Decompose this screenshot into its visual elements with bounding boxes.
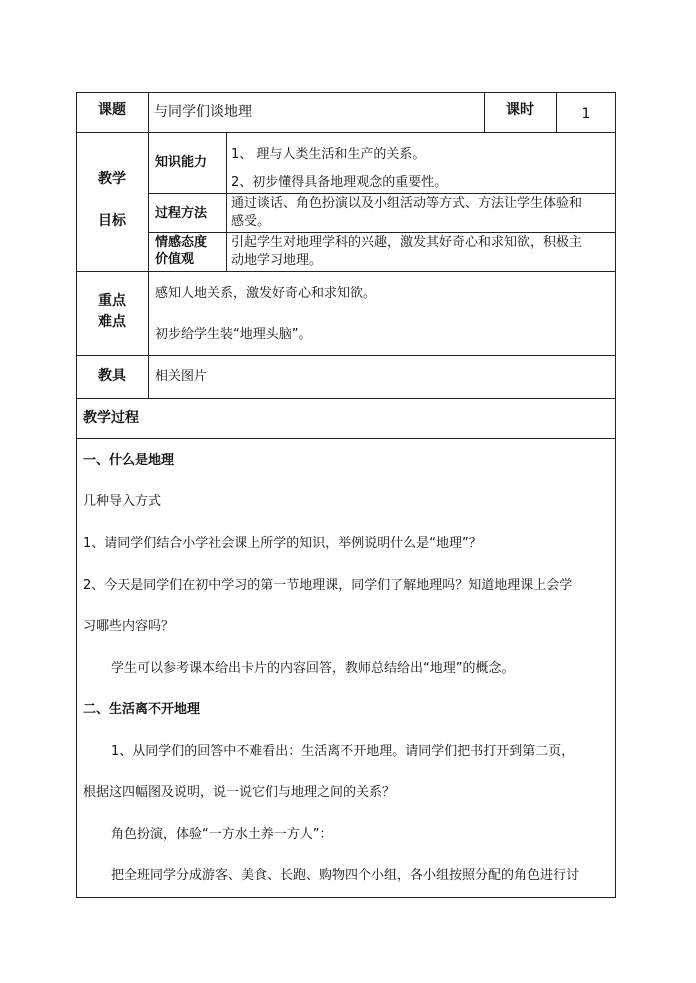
keypoints-label-line1: 重点 bbox=[98, 293, 126, 309]
row-divider-method bbox=[148, 232, 616, 233]
section1-line3: 2、今天是同学们在初中学习的第一节地理课，同学们了解地理吗？知道地理课上会学 bbox=[83, 578, 573, 593]
title-value: 与同学们谈地理 bbox=[154, 104, 252, 120]
objective-knowledge-line2: 2、初步懂得具备地理观念的重要性。 bbox=[231, 175, 448, 190]
title-label: 课题 bbox=[98, 102, 126, 118]
keypoints-label-line2: 难点 bbox=[98, 314, 126, 330]
table-border-top bbox=[76, 92, 616, 93]
section1-line4: 习哪些内容吗？ bbox=[83, 619, 175, 634]
objectives-label-line1: 教学 bbox=[98, 171, 126, 187]
objective-method-line2: 感受。 bbox=[231, 214, 271, 229]
keypoint-line1: 感知人地关系，激发好奇心和求知欲。 bbox=[155, 286, 377, 301]
objective-category-method: 过程方法 bbox=[155, 206, 208, 221]
row-divider-objectives bbox=[76, 271, 616, 272]
section2-line3: 角色扮演，体验“一方水土养一方人”： bbox=[111, 827, 333, 842]
section2-line1: 1、从同学们的回答中不难看出：生活离不开地理。请同学们把书打开到第二页， bbox=[111, 744, 575, 759]
row-divider-header bbox=[76, 132, 616, 133]
row-divider-keypoints bbox=[76, 355, 616, 356]
process-heading: 教学过程 bbox=[83, 410, 139, 426]
period-label: 课时 bbox=[506, 102, 534, 118]
period-value: 1 bbox=[581, 106, 591, 122]
objective-method-line1: 通过谈话、角色扮演以及小组活动等方式、方法让学生体验和 bbox=[231, 196, 583, 211]
objective-attitude-line1: 引起学生对地理学科的兴趣，激发其好奇心和求知欲，积极主 bbox=[231, 235, 583, 250]
column-divider-label bbox=[148, 92, 149, 399]
section1-line2: 1、请同学们结合小学社会课上所学的知识，举例说明什么是“地理”？ bbox=[83, 536, 482, 551]
objectives-label-line2: 目标 bbox=[98, 213, 126, 229]
objective-category-knowledge: 知识能力 bbox=[155, 155, 208, 170]
objective-attitude-line2: 动地学习地理。 bbox=[231, 253, 323, 268]
section2-line2: 根据这四幅图及说明，说一说它们与地理之间的关系？ bbox=[83, 785, 396, 800]
table-border-right bbox=[615, 92, 616, 898]
section1-line1: 几种导入方式 bbox=[83, 494, 162, 509]
aids-value: 相关图片 bbox=[155, 369, 208, 384]
row-divider-knowledge bbox=[148, 193, 616, 194]
row-divider-process-heading bbox=[76, 438, 616, 439]
section1-title: 一、什么是地理 bbox=[83, 453, 175, 468]
objective-category-attitude-line1: 情感态度 bbox=[155, 235, 208, 250]
table-border-bottom bbox=[76, 897, 616, 898]
section2-line4: 把全班同学分成游客、美食、长跑、购物四个小组，各小组按照分配的角色进行讨 bbox=[111, 868, 580, 883]
column-divider-subcategory bbox=[226, 132, 227, 272]
keypoint-line2: 初步给学生装“地理头脑”。 bbox=[155, 327, 312, 342]
objective-category-attitude-line2: 价值观 bbox=[155, 252, 195, 267]
objective-knowledge-line1: 1、 理与人类生活和生产的关系。 bbox=[231, 147, 426, 162]
row-divider-aids bbox=[76, 398, 616, 399]
aids-label: 教具 bbox=[98, 368, 126, 384]
section1-line5: 学生可以参考课本给出卡片的内容回答，教师总结给出“地理”的概念。 bbox=[111, 661, 515, 676]
section2-title: 二、生活离不开地理 bbox=[83, 702, 201, 717]
